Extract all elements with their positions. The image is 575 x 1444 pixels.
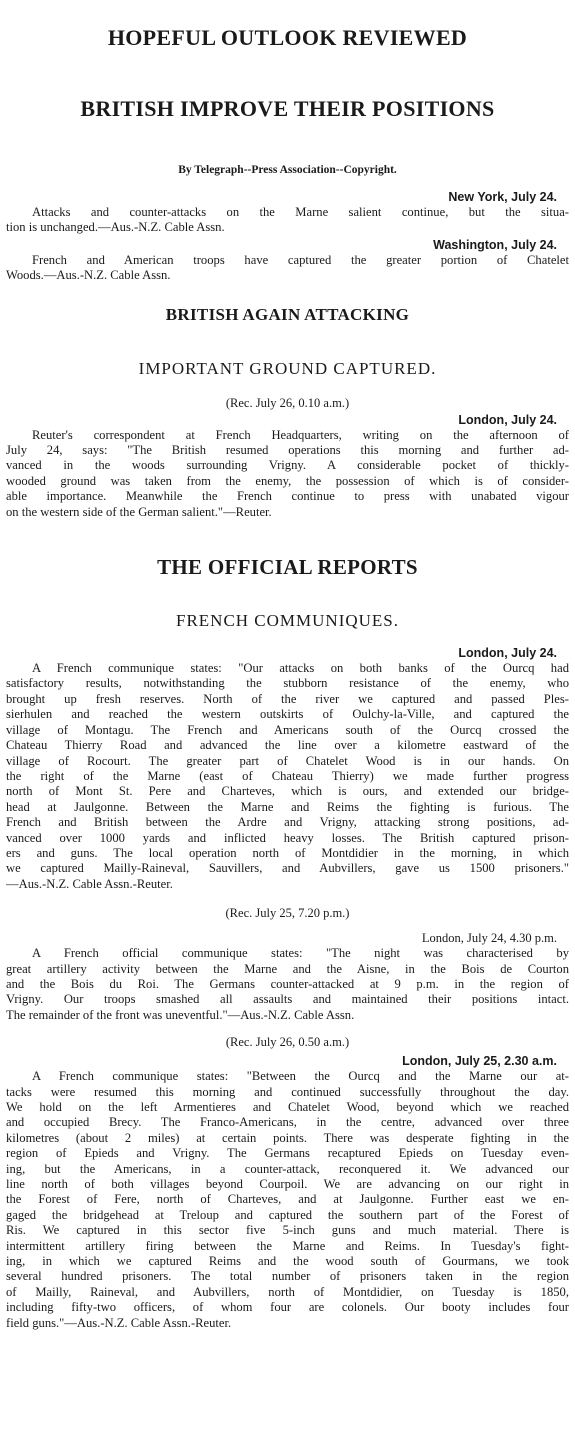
- text-line: village of Montagu. The French and Americans south of the Ourcq crossed the: [6, 722, 569, 737]
- text-line: and occupied Brecy. The Franco-Americans, in the centre, advanced over three: [6, 1115, 569, 1130]
- text-line: Chateau Thierry Road and advanced the line over a kilometre eastward of the: [6, 738, 569, 753]
- text-line: able importance. Meanwhile the French continue to press with unabated vigour: [6, 489, 569, 504]
- text-line: tacks were resumed this morning and continued successfully throughout the day.: [6, 1084, 569, 1099]
- dateline-washington: Washington, July 24.: [433, 237, 557, 252]
- text-line: ers and guns. The local operation north of Montdidier in the morning, in which: [6, 845, 569, 860]
- text-line: on the western side of the German salient."—Reuter.: [6, 504, 272, 519]
- text-line: village of Rocourt. The greater part of Chatelet Wood is in our hands. On: [6, 753, 569, 768]
- text-line: tion is unchanged.—Aus.-N.Z. Cable Assn.: [6, 220, 225, 235]
- text-line: We hold on the left Armentieres and Chatelet Wood, beyond which we reached: [6, 1100, 569, 1114]
- dateline-london: London, July 24.: [458, 646, 557, 661]
- text-line: vanced in the woods surrounding Vrigny. A considerable pocket of thickly-: [6, 458, 569, 473]
- text-line: region of Epieds and Vrigny. The Germans recaptured Epieds on Tuesday even-: [6, 1146, 569, 1161]
- text-line: Ris. We captured in this sector five 5-inch guns and much material. There is: [6, 1223, 569, 1238]
- text-line: north of Mont St. Pere and Charteves, which is ours, and extended our bridge-: [6, 784, 569, 799]
- text-line: French and American troops have captured the greater portion of Chatelet: [32, 252, 569, 267]
- text-line: Woods.—Aus.-N.Z. Cable Assn.: [6, 268, 171, 283]
- text-line: Reuter's correspondent at French Headquarters, writing on the afternoon of: [32, 427, 569, 442]
- text-line: vanced over 1000 yards and inflicted heavy losses. The British captured prison-: [6, 830, 569, 845]
- text-line: ing, but the Americans, in a counter-attack, reconquered it. We advanced our: [6, 1161, 569, 1176]
- section-heading-british-attacking: BRITISH AGAIN ATTACKING: [165, 304, 410, 324]
- text-line: several hundred prisoners. The total number of prisoners taken in the region: [6, 1269, 569, 1284]
- text-line: intermittent artillery firing between the Marne and Reims. In Tuesday's fight-: [6, 1238, 569, 1253]
- text-line: including fifty-two officers, of whom four are colonels. Our booty includes four: [6, 1300, 569, 1315]
- wire-credit: By Telegraph--Press Association--Copyright.: [178, 164, 397, 176]
- text-line: of Mailly, Raineval, and Aubvillers, north of Montdidier, on Tuesday is 1850,: [6, 1284, 569, 1299]
- washington-item: [4, 253, 571, 284]
- text-line: the Forest of Fere, north of Charteves, and at Jaulgonne. Further east we en-: [6, 1192, 569, 1207]
- communique-1: [4, 661, 571, 892]
- dateline-london: London, July 24.: [458, 412, 557, 427]
- text-line: head at Jaulgonne. Between the Marne and Reims the fighting is furious. The: [6, 799, 569, 814]
- text-line: field guns."—Aus.-N.Z. Cable Assn.-Reuter.: [6, 1315, 232, 1330]
- communique-3: [4, 1069, 571, 1331]
- text-line: Attacks and counter-attacks on the Marne salient continue, but the situa-: [32, 205, 569, 219]
- text-line: wooded ground was taken from the enemy, the possession of which is of consider-: [6, 473, 569, 488]
- subheading-ground-captured: IMPORTANT GROUND CAPTURED.: [138, 358, 437, 378]
- received-time: (Rec. July 26, 0.50 a.m.): [225, 1035, 350, 1050]
- text-line: ing, in which we captured Reims and the wood south of Gourmans, we took: [6, 1254, 569, 1269]
- text-line: the right of the Marne (east of Chateau Thierry) we made further progress: [6, 768, 569, 783]
- text-line: A French official communique states: "The night was characterised by: [32, 946, 569, 961]
- dateline-london: London, July 25, 2.30 a.m.: [402, 1054, 557, 1069]
- new-york-item: [4, 205, 571, 236]
- text-line: French and British between the Ardre and Vrigny, attacking strong positions, ad-: [6, 815, 569, 830]
- text-line: we captured Mailly-Raineval, Sauvillers, and Aubvillers, gave us 1500 prisoners.": [6, 861, 569, 876]
- text-line: kilometres (about 2 miles) at certain points. There was desperate fighting in the: [6, 1130, 569, 1145]
- text-line: great artillery activity between the Marne and the Aisne, in the Bois de Courton: [6, 961, 569, 976]
- main-headline: HOPEFUL OUTLOOK REVIEWED: [107, 25, 468, 50]
- communique-2: [4, 946, 571, 1023]
- text-line: The remainder of the front was uneventful."—Aus.-N.Z. Cable Assn.: [6, 1007, 355, 1022]
- received-time: (Rec. July 26, 0.10 a.m.): [225, 395, 350, 410]
- received-time: (Rec. July 25, 7.20 p.m.): [225, 906, 350, 921]
- subheading-french-communiques: FRENCH COMMUNIQUES.: [175, 611, 400, 631]
- text-line: A French communique states: "Our attacks on both banks of the Ourcq had: [32, 661, 569, 676]
- text-line: satisfactory results, notwithstanding the stubborn resistance of the enemy, who: [6, 676, 569, 691]
- text-line: gaged the bridgehead at Treloup and captured the southern part of the Forest of: [6, 1207, 569, 1222]
- text-line: brought up fresh reserves. North of the river we captured and passed Ples-: [6, 691, 569, 706]
- text-line: —Aus.-N.Z. Cable Assn.-Reuter.: [6, 876, 173, 891]
- section-heading-official-reports: THE OFFICIAL REPORTS: [157, 555, 418, 580]
- dateline-new-york: New York, July 24.: [448, 190, 557, 204]
- dateline-london: London, July 24, 4.30 p.m.: [421, 931, 557, 946]
- text-line: A French communique states: "Between the Ourcq and the Marne our at-: [32, 1069, 569, 1084]
- text-line: July 24, says: "The British resumed operations this morning and further ad-: [6, 443, 569, 458]
- text-line: and the Bois du Roi. The Germans counter-attacked at 9 p.m. in the region of: [6, 976, 569, 991]
- reuter-report: [4, 428, 571, 520]
- text-line: Vrigny. Our troops smashed all assaults and maintained their positions intact.: [6, 992, 569, 1007]
- text-line: sierhulen and reached the western outskirts of Oulchy-la-Ville, and captured the: [6, 707, 569, 722]
- secondary-headline: BRITISH IMPROVE THEIR POSITIONS: [80, 96, 495, 121]
- text-line: line north of both villages beyond Courpoil. We are advancing on our right in: [6, 1177, 569, 1192]
